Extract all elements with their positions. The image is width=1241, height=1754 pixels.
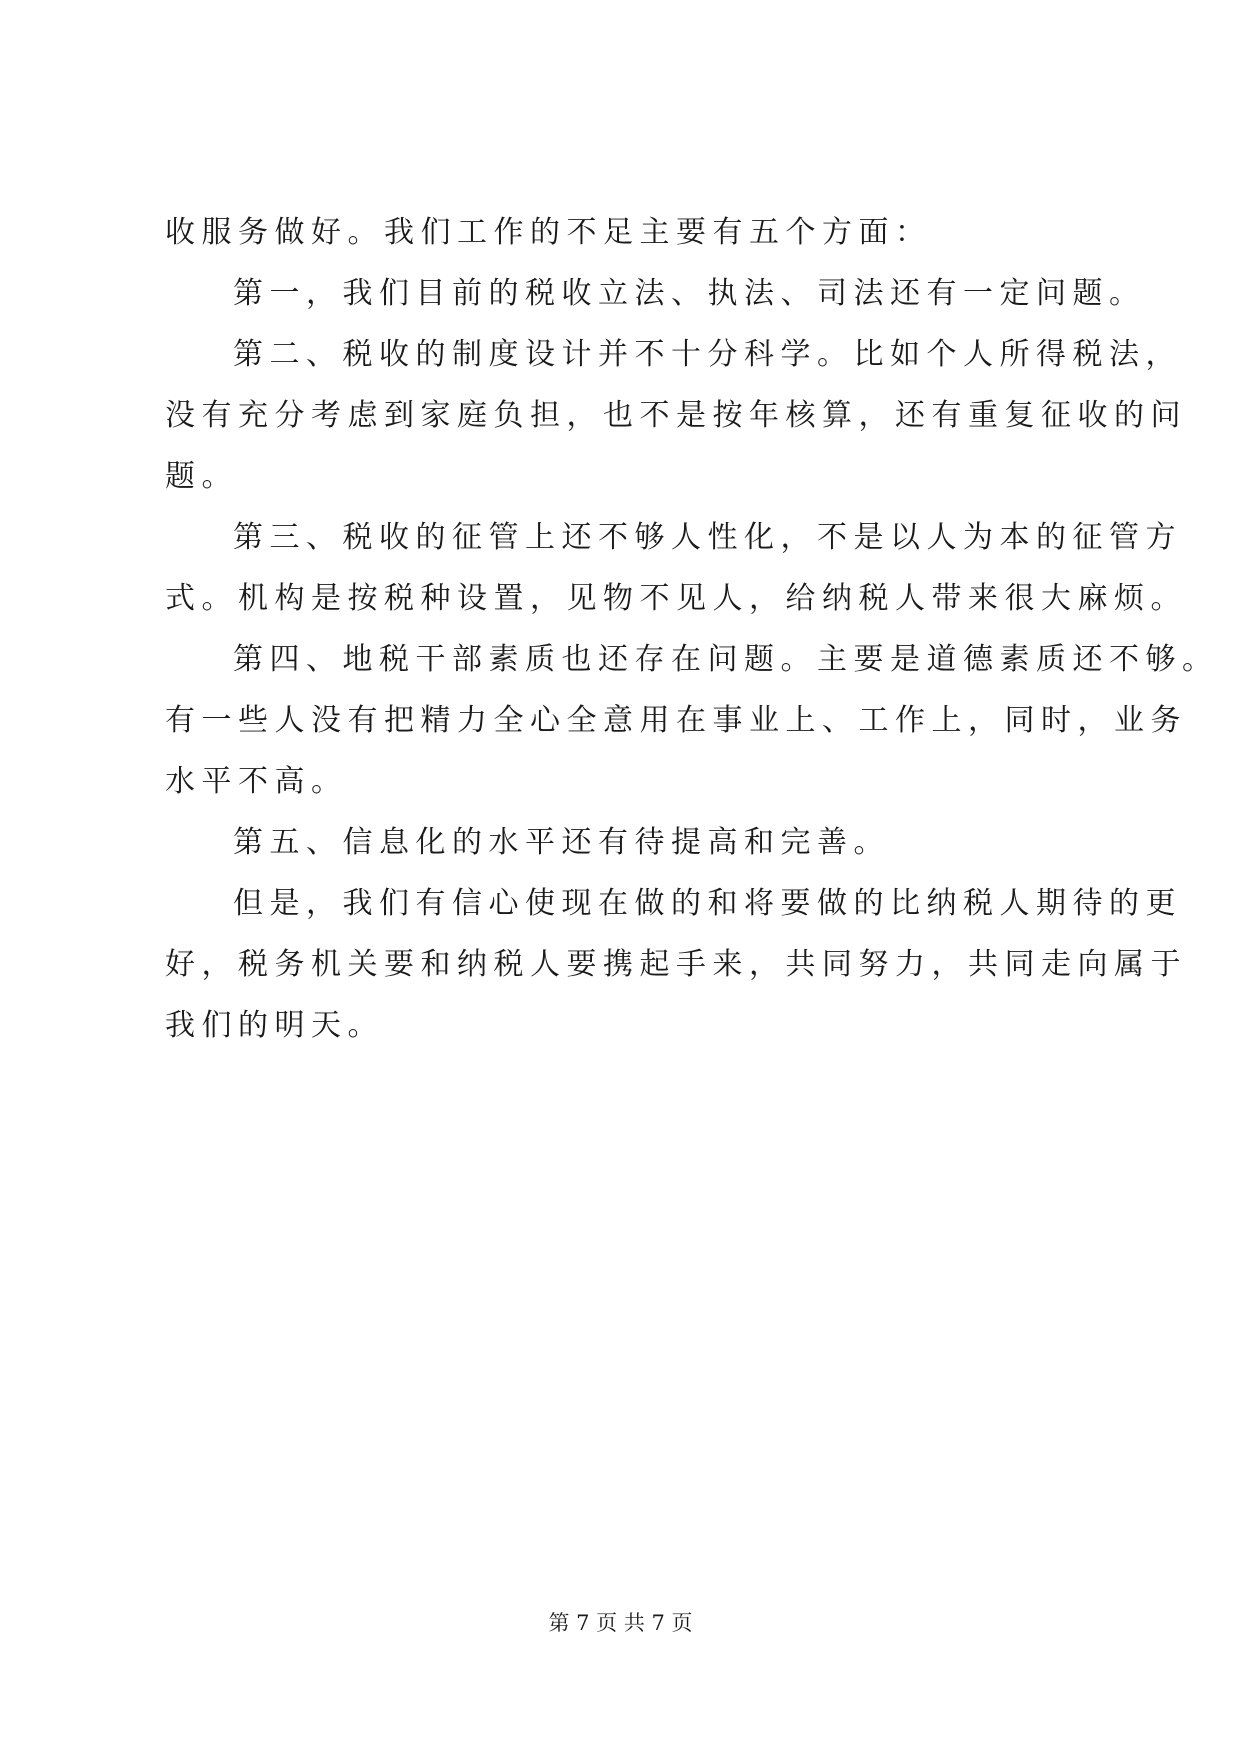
text-line: 题。	[165, 459, 238, 494]
paragraph-first-line: 第二、税收的制度设计并不十分科学。比如个人所得税法，	[233, 337, 1182, 372]
page-number-footer: 第 7 页 共 7 页	[548, 1611, 693, 1635]
text-line: 式。机构是按税种设置，见物不见人，给纳税人带来很大麻烦。	[165, 581, 1187, 616]
text-line: 好，税务机关要和纳税人要携起手来，共同努力，共同走向属于	[165, 947, 1187, 982]
text-line: 有一些人没有把精力全心全意用在事业上、工作上，同时，业务	[165, 703, 1187, 738]
text-line: 收服务做好。我们工作的不足主要有五个方面：	[165, 215, 932, 250]
paragraph-first-line: 第三、税收的征管上还不够人性化，不是以人为本的征管方	[233, 520, 1182, 555]
paragraph-first-line: 第五、信息化的水平还有待提高和完善。	[233, 825, 890, 860]
document-body	[165, 202, 1219, 1056]
paragraph-first-line: 第一，我们目前的税收立法、执法、司法还有一定问题。	[233, 276, 1146, 311]
paragraph-first-line: 第四、地税干部素质也还存在问题。主要是道德素质还不够。	[233, 642, 1219, 677]
text-line: 没有充分考虑到家庭负担，也不是按年核算，还有重复征收的问	[165, 398, 1187, 433]
text-line: 水平不高。	[165, 764, 348, 799]
text-line: 我们的明天。	[165, 1008, 384, 1043]
paragraph-first-line: 但是，我们有信心使现在做的和将要做的比纳税人期待的更	[233, 886, 1182, 921]
